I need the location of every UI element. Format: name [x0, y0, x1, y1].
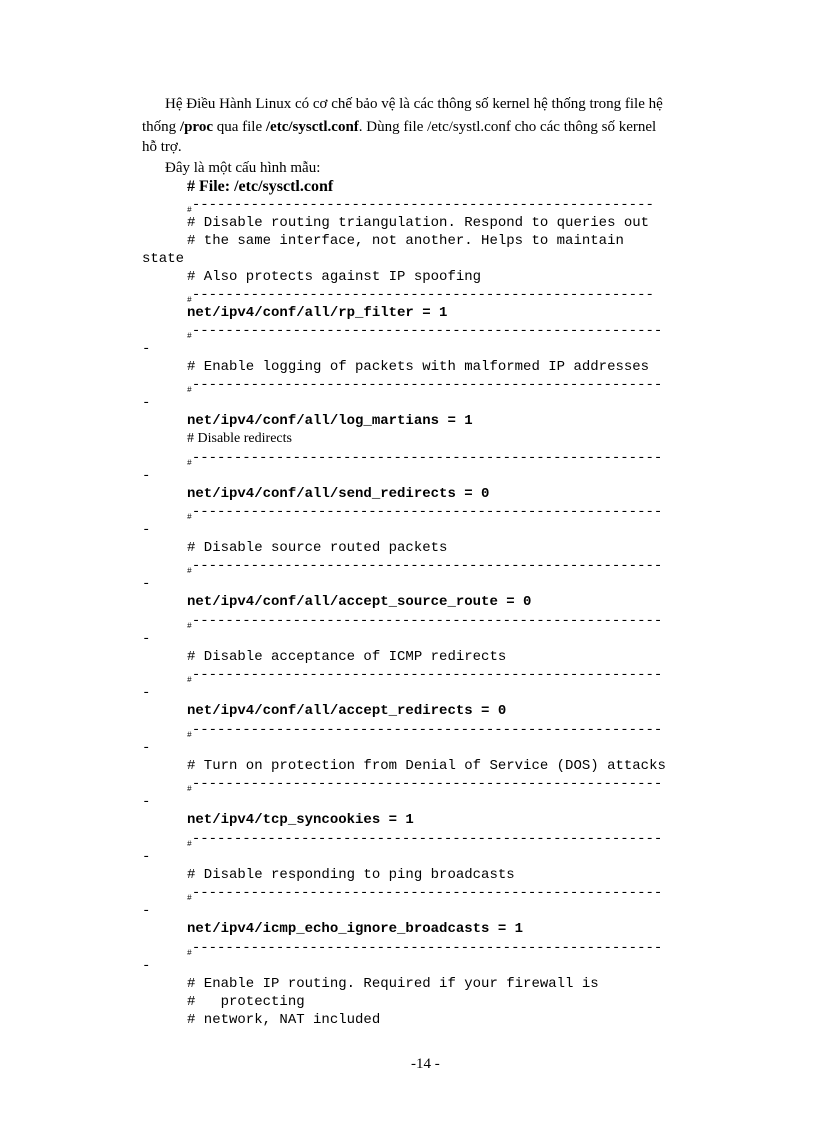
sysctl-path: /etc/sysctl.conf — [265, 119, 359, 135]
proc-path: /proc — [179, 119, 213, 135]
separator-line: $_{\#}$------------------------------------------------------- — [187, 287, 654, 305]
intro-line-3: hỗ trợ. — [142, 139, 182, 155]
comment-line: # protecting — [187, 994, 305, 1010]
comment-line: # Enable IP routing. Required if your firewall is — [187, 976, 599, 992]
setting-line: net/ipv4/conf/all/rp_filter = 1 — [187, 305, 448, 321]
setting-line: net/ipv4/icmp_echo_ignore_broadcasts = 1 — [187, 921, 524, 937]
intro-text: . Dùng file /etc/systl.conf cho các thông số kernel — [358, 119, 657, 135]
file-heading: # File: /etc/sysctl.conf — [187, 178, 334, 195]
separator-line: $_{\#}$-------------------------------------------------------- — [187, 667, 663, 685]
separator-line: $_{\#}$-------------------------------------------------------- — [187, 613, 663, 631]
separator-line: $_{\#}$-------------------------------------------------------- — [187, 558, 663, 576]
intro-text: thống — [142, 119, 180, 135]
comment-line: # Enable logging of packets with malformed IP addresses — [187, 359, 650, 375]
comment-line: # the same interface, not another. Helps to maintain — [187, 233, 624, 249]
setting-line: net/ipv4/tcp_syncookies = 1 — [187, 812, 414, 828]
separator-line: $_{\#}$-------------------------------------------------------- — [187, 450, 663, 468]
separator-line: $_{\#}$-------------------------------------------------------- — [187, 377, 663, 395]
setting-line: net/ipv4/conf/all/log_martians = 1 — [187, 413, 473, 429]
separator-wrap: - — [142, 794, 151, 810]
separator-wrap: - — [142, 576, 151, 592]
comment-line: # Also protects against IP spoofing — [187, 269, 482, 285]
comment-line: # Turn on protection from Denial of Service (DOS) attacks — [187, 758, 666, 774]
setting-line: net/ipv4/conf/all/send_redirects = 0 — [187, 486, 490, 502]
separator-line: $_{\#}$------------------------------------------------------- — [187, 197, 654, 215]
separator-line: $_{\#}$-------------------------------------------------------- — [187, 776, 663, 794]
separator-wrap: - — [142, 958, 151, 974]
intro-line-1: Hệ Điều Hành Linux có cơ chế bảo vệ là các thông số kernel hệ thống trong file hệ — [165, 96, 663, 112]
separator-wrap: - — [142, 341, 151, 357]
intro-line-4: Đây là một cấu hình mẫu: — [165, 160, 321, 176]
separator-wrap: - — [142, 740, 151, 756]
separator-wrap: - — [142, 685, 151, 701]
intro-text: qua file — [212, 119, 266, 135]
separator-line: $_{\#}$-------------------------------------------------------- — [187, 504, 663, 522]
separator-line: $_{\#}$-------------------------------------------------------- — [187, 323, 663, 341]
separator-wrap: - — [142, 468, 151, 484]
comment-line: # Disable routing triangulation. Respond to queries out — [187, 215, 650, 231]
separator-wrap: - — [142, 395, 151, 411]
separator-wrap: - — [142, 631, 151, 647]
comment-line: # Disable responding to ping broadcasts — [187, 867, 515, 883]
separator-wrap: - — [142, 903, 151, 919]
separator-wrap: - — [142, 849, 151, 865]
separator-line: $_{\#}$-------------------------------------------------------- — [187, 722, 663, 740]
separator-wrap: - — [142, 522, 151, 538]
comment-line: # network, NAT included — [187, 1012, 381, 1028]
comment-line: # Disable redirects — [187, 431, 292, 446]
page-number: -14 - — [411, 1056, 440, 1072]
intro-line-2 — [142, 118, 656, 136]
comment-wrap: state — [142, 251, 185, 267]
setting-line: net/ipv4/conf/all/accept_redirects = 0 — [187, 703, 507, 719]
separator-line: $_{\#}$-------------------------------------------------------- — [187, 940, 663, 958]
separator-line: $_{\#}$-------------------------------------------------------- — [187, 831, 663, 849]
comment-line: # Disable acceptance of ICMP redirects — [187, 649, 507, 665]
separator-line: $_{\#}$-------------------------------------------------------- — [187, 885, 663, 903]
setting-line: net/ipv4/conf/all/accept_source_route = 0 — [187, 594, 532, 610]
comment-line: # Disable source routed packets — [187, 540, 448, 556]
